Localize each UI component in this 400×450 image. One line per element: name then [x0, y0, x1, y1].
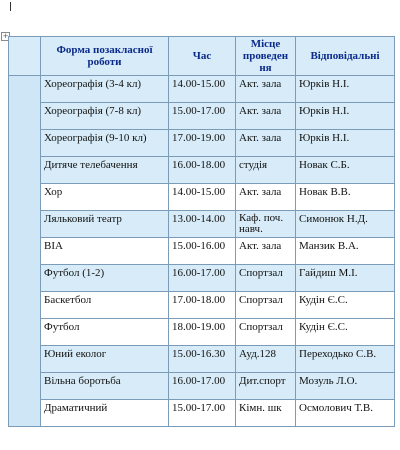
table-row — [9, 157, 395, 184]
activity-cell: Футбол (1-2) — [41, 265, 169, 292]
place-cell: Спортзал — [236, 319, 296, 346]
place-cell: Дит.спорт — [236, 373, 296, 400]
table-row — [9, 292, 395, 319]
table-body — [9, 76, 395, 427]
place-cell: Кімн. шк — [236, 400, 296, 427]
day-column-header — [9, 37, 41, 76]
responsible-cell: Новак С.Б. — [296, 157, 395, 184]
text-cursor — [10, 2, 11, 11]
responsible-cell: Мозуль Л.О. — [296, 373, 395, 400]
activity-cell: Драматичний — [41, 400, 169, 427]
activity-cell: Ляльковий театр — [41, 211, 169, 238]
activity-cell: ВІА — [41, 238, 169, 265]
responsible-cell: Манзик В.А. — [296, 238, 395, 265]
place-cell: Ауд.128 — [236, 346, 296, 373]
place-cell: Акт. зала — [236, 76, 296, 103]
table-row — [9, 76, 395, 103]
responsible-cell: Новак В.В. — [296, 184, 395, 211]
responsible-cell: Кудін Є.С. — [296, 292, 395, 319]
time-cell: 14.00-15.00 — [169, 76, 236, 103]
table-row — [9, 265, 395, 292]
table-row — [9, 130, 395, 157]
place-cell: Спортзал — [236, 265, 296, 292]
place-cell: Акт. зала — [236, 184, 296, 211]
table-row — [9, 373, 395, 400]
time-column-header: Час — [169, 37, 236, 76]
activity-cell: Хореографія (7-8 кл) — [41, 103, 169, 130]
schedule-table — [8, 36, 395, 427]
time-cell: 15.00-16.30 — [169, 346, 236, 373]
table-header-row — [9, 37, 395, 76]
time-cell: 14.00-15.00 — [169, 184, 236, 211]
time-cell: 18.00-19.00 — [169, 319, 236, 346]
table-row — [9, 238, 395, 265]
place-cell: Акт. зала — [236, 103, 296, 130]
place-cell: Акт. зала — [236, 238, 296, 265]
responsible-cell: Осмолович Т.В. — [296, 400, 395, 427]
table-move-handle-icon[interactable]: + — [2, 32, 9, 40]
responsible-cell: Симонюк Н.Д. — [296, 211, 395, 238]
time-cell: 15.00-16.00 — [169, 238, 236, 265]
activity-cell: Футбол — [41, 319, 169, 346]
activity-cell: Вільна боротьба — [41, 373, 169, 400]
responsible-cell: Юрків Н.І. — [296, 103, 395, 130]
responsible-cell: Кудін Є.С. — [296, 319, 395, 346]
place-cell: Спортзал — [236, 292, 296, 319]
time-cell: 13.00-14.00 — [169, 211, 236, 238]
time-cell: 15.00-17.00 — [169, 103, 236, 130]
table-row — [9, 400, 395, 427]
place-cell: Акт. зала — [236, 130, 296, 157]
table-row — [9, 103, 395, 130]
time-cell: 16.00-17.00 — [169, 373, 236, 400]
table-row — [9, 184, 395, 211]
responsible-cell: Юрків Н.І. — [296, 130, 395, 157]
activity-cell: Хореографія (9-10 кл) — [41, 130, 169, 157]
activity-cell: Хор — [41, 184, 169, 211]
time-cell: 17.00-18.00 — [169, 292, 236, 319]
activity-cell: Дитяче телебачення — [41, 157, 169, 184]
activity-cell: Хореографія (3-4 кл) — [41, 76, 169, 103]
responsible-cell: Переходько С.В. — [296, 346, 395, 373]
time-cell: 17.00-19.00 — [169, 130, 236, 157]
activity-cell: Баскетбол — [41, 292, 169, 319]
activity-cell: Юний еколог — [41, 346, 169, 373]
table-row — [9, 346, 395, 373]
time-cell: 16.00-17.00 — [169, 265, 236, 292]
day-cell — [9, 76, 41, 427]
time-cell: 15.00-17.00 — [169, 400, 236, 427]
place-column-header: Місце проведен ня — [236, 37, 296, 76]
table-row — [9, 319, 395, 346]
activity-column-header: Форма позакласної роботи — [41, 37, 169, 76]
place-cell: студія — [236, 157, 296, 184]
table-row — [9, 211, 395, 238]
responsible-cell: Юрків Н.І. — [296, 76, 395, 103]
place-cell: Каф. поч. навч. — [236, 211, 296, 238]
responsible-column-header: Відповідальні — [296, 37, 395, 76]
time-cell: 16.00-18.00 — [169, 157, 236, 184]
responsible-cell: Гайдиш М.І. — [296, 265, 395, 292]
